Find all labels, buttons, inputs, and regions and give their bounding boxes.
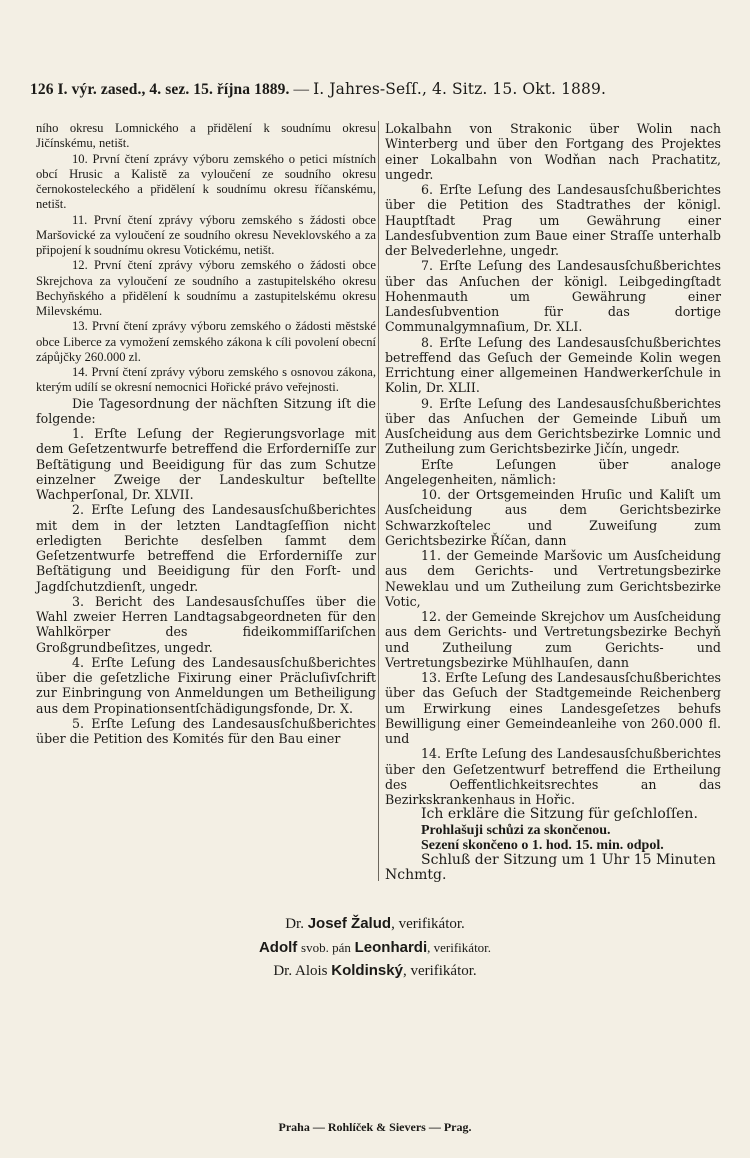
left-column	[36, 121, 376, 746]
right-paragraph: Erſte Leſungen über analoge Angelegenheiten, nämlich:	[385, 456, 721, 487]
signature-line	[0, 962, 750, 980]
agenda-heading: Die Tagesordnung der nächſten Sitzung iſt die folgende:	[36, 395, 376, 426]
header-czech: I. výr. zased., 4. sez. 15. října 1889.	[57, 81, 290, 98]
signature-line	[0, 939, 750, 957]
header-separator: —	[293, 81, 310, 98]
right-paragraph: 8. Erſte Leſung des Landesausſchußberichtes betreffend das Geſuch der Gemeinde Kolin wegen Errichtung einer allgemeinen Handwerkerſchule in Kolin, Dr. XLII.	[385, 334, 721, 396]
left-paragraph: ního okresu Lomnického a přidělení k soudnímu okresu Jičínskému, netišt.	[36, 121, 376, 151]
left-paragraph: 10. První čtení zprávy výboru zemského o petici místních obcí Hrusic a Kalistě za vyloučení ze soudního okresu černokosteleckého a přidělení k soudnímu okresu říčanskému, netišt.	[36, 151, 376, 212]
signature-first-name: Adolf	[258, 939, 298, 956]
right-paragraph: Lokalbahn von Strakonic über Wolin nach Winterberg und über den Fortgang des Projektes einer Lokalbahn von Wodňan nach Prachatitz, ungedr.	[385, 121, 721, 182]
signature-name: Koldinský	[331, 962, 403, 979]
column-divider	[378, 121, 379, 881]
header-german: I. Jahres-Seſſ., 4. Sitz. 15. Okt. 1889.	[313, 80, 606, 98]
signature-name: Josef Žalud	[307, 915, 392, 932]
printer-footer: Praha — Rohlíček & Sievers — Prag.	[278, 1120, 472, 1134]
right-paragraph: 12. der Gemeinde Skrejchov um Ausſcheidung aus dem Gerichts- und Vertretungsbezirke Bechyň und Zutheilung zum Gerichts- und Vertretungsbezirke Mühlhauſen, dann	[385, 609, 721, 670]
right-paragraph: 7. Erſte Leſung des Landesausſchußberichtes über das Anſuchen der königl. Leibgedingſtadt Hohenmauth um Gewährung einer Landesſubvention für das dortige Communalgymnaſium, Dr. XLI.	[385, 258, 721, 335]
right-column	[385, 121, 721, 884]
right-paragraph: 9. Erſte Leſung des Landesausſchußberichtes über das Anſuchen der Gemeinde Libuň um Ausſcheidung aus dem Gerichtsbezirke Lomnic und Zutheilung zum Gerichtsbezirke Jičín, ungedr.	[385, 395, 721, 457]
left-paragraph: 14. První čtení zprávy výboru zemského s osnovou zákona, kterým udílí se okresní nemocnici Hořické právo veřejnosti.	[36, 365, 376, 395]
closing-czech: Prohlašuji schůzi za skončenou.	[421, 822, 611, 838]
signature-title: Dr. Alois	[273, 963, 328, 979]
page-header	[30, 80, 710, 99]
signature-role: , verifikátor.	[402, 963, 477, 979]
left-paragraph: 4. Erſte Leſung des Landesausſchußberichtes über die geſetzliche Fixirung einer Präcluſivſchrift zur Einbringung von Anmeldungen um Betheiligung aus dem Propinationsentſchädigungsfonde, Dr. X.	[36, 654, 376, 716]
left-paragraph: 1. Erſte Leſung der Regierungsvorlage mit dem Geſetzentwurfe betreffend die Erforderniſſe zur Beſtätigung und Beeidigung für das zum Schutze einzelner Zweige der Landeskultur beſtellte Wachperſonal, Dr. XLVII.	[36, 426, 376, 502]
closing-german: Ich erkläre die Sitzung für geſchloſſen.	[421, 806, 698, 823]
right-paragraph: 11. der Gemeinde Maršovic um Ausſcheidung aus dem Gerichts- und Vertretungsbezirke Neweklau und um Zutheilung zum Gerichtsbezirke Votic,	[385, 548, 721, 609]
closing-time-german: Schluß der Sitzung um 1 Uhr 15 Minuten Nchmtg.	[385, 852, 716, 884]
page-number: 126	[30, 81, 54, 98]
signature-title: Dr.	[285, 916, 304, 932]
left-paragraph: 11. První čtení zprávy výboru zemského s žádosti obce Maršovické za vyloučení ze soudního okresu Neveklovského a za připojení k soudnímu okresu Votickému, netišt.	[36, 212, 376, 257]
left-paragraph: 13. První čtení zprávy výboru zemského o žádosti městské obce Liberce za vymožení zemského zákona k cíli povolení obecní zápůjčky 260.000 zl.	[36, 319, 376, 364]
signature-name: Leonhardi	[354, 939, 428, 956]
left-paragraph: 3. Bericht des Landesausſchuſſes über die Wahl zweier Herren Landtagsabgeordneten für den Wahlkörper des fideikommiſſariſchen Großgrundbeſitzes, ungedr.	[36, 593, 376, 655]
closing-time-czech: Sezení skončeno o 1. hod. 15. min. odpol.	[421, 837, 664, 853]
signature-title: svob. pán	[301, 940, 351, 955]
left-paragraph: 12. První čtení zprávy výboru zemského o žádosti obce Skrejchova za vyloučení ze soudního a zastupitelského okresu Bechyňského a přidělení k soudnímu a zastupitelskému okresu Milevskému.	[36, 258, 376, 318]
right-paragraph: 14. Erſte Leſung des Landesausſchußberichtes über den Geſetzentwurf betreffend die Ertheilung des Oeffentlichkeitsrechtes an das Bezirkskrankenhaus in Hořic.	[385, 746, 721, 807]
right-paragraph: 13. Erſte Leſung des Landesausſchußberichtes über das Geſuch der Stadtgemeinde Reichenberg um Erwirkung eines Landesgeſetzes behufs Bewilligung einer Gemeindeanleihe von 260.000 fl. und	[385, 670, 721, 746]
right-paragraph: 6. Erſte Leſung des Landesausſchußberichtes über die Petition des Stadtrathes der königl. Hauptſtadt Prag um Gewährung einer Landesſubvention zum Baue einer Straſſe unterhalb der Belvederlehne, ungedr.	[385, 182, 721, 258]
signature-line	[0, 915, 750, 933]
left-paragraph: 2. Erſte Leſung des Landesausſchußberichtes mit dem in der letzten Landtagſeſſion nicht erledigten Berichte desſelben ſammt dem Geſetzentwurfe betreffend die Erforderniſſe zur Beſtätigung und Beeidigung für den Forſt- und Jagdſchutzdienſt, ungedr.	[36, 502, 376, 594]
right-paragraph: 10. der Ortsgemeinden Hruſic und Kaliſt um Ausſcheidung aus dem Gerichtsbezirke Schwarzkoſtelec und Zuweiſung zum Gerichtsbezirke Říčan, dann	[385, 487, 721, 548]
signature-role: , verifikátor.	[391, 916, 465, 932]
left-paragraph: 5. Erſte Leſung des Landesausſchußberichtes über die Petition des Komités für den Bau einer	[36, 715, 376, 746]
signature-role: , verifikátor.	[427, 940, 492, 955]
